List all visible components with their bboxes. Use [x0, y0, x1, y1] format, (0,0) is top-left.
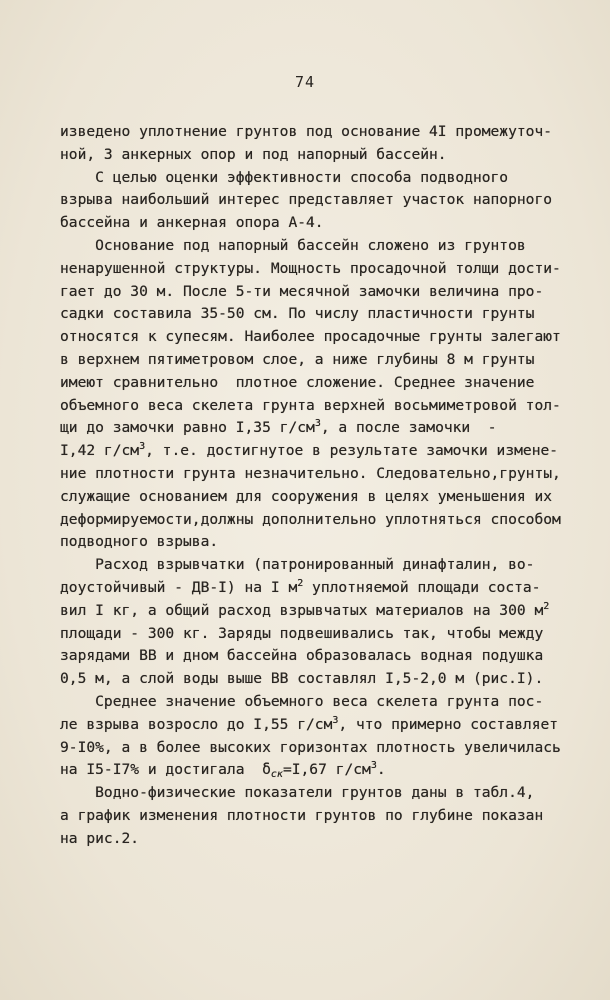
superscript: 2 — [297, 577, 304, 589]
text-line: Основание под напорный бассейн сложено из грунтов — [60, 236, 526, 254]
text-line: на рис.2. — [60, 829, 140, 847]
text-line: подводного взрыва. — [60, 533, 219, 551]
text-line: 9-I0%, а в более высоких горизонтах плотность увеличилась — [60, 738, 561, 756]
text-line: ненарушенной структуры. Мощность просадочной толщи дости- — [60, 259, 561, 277]
superscript: 2 — [543, 600, 550, 612]
text-line: объемного веса скелета грунта верхней восьмиметровой тол- — [60, 396, 561, 414]
subscript: ск — [270, 769, 283, 781]
text-run: уплотняемой площади соста- — [303, 578, 541, 596]
text-run: доустойчивый - ДВ-I) на I м — [60, 578, 298, 596]
text-line — [60, 714, 580, 737]
text-run: . — [376, 761, 386, 779]
text-line: зарядами ВВ и дном бассейна образовалась водная подушка — [60, 647, 544, 665]
text-line: изведено уплотнение грунтов под основание 4I промежуточ- — [60, 123, 553, 140]
text-line: деформируемости,должны дополнительно уплотняться способом — [60, 510, 561, 528]
body-text — [60, 121, 580, 851]
delta-symbol: δ — [262, 761, 271, 779]
text-line: Среднее значение объемного веса скелета грунта пос- — [60, 692, 544, 710]
text-line: бассейна и анкерная опора А-4. — [60, 214, 324, 232]
text-line: имеют сравнительно плотное сложение. Среднее значение — [60, 373, 535, 391]
text-line: садки составила 35-50 см. По числу пластичности грунты — [60, 305, 535, 323]
text-line: относятся к супесям. Наиболее просадочные грунты залегают — [60, 328, 561, 346]
text-line: 0,5 м, а слой воды выше ВВ составлял I,5-2,0 м (рис.I). — [60, 670, 544, 688]
text-line — [60, 440, 580, 463]
text-line: гает до 30 м. После 5-ти месячной замочки величина про- — [60, 282, 544, 300]
text-run: щи до замочки равно I,35 г/см — [60, 419, 315, 437]
superscript: 3 — [314, 418, 321, 430]
text-line: взрыва наибольший интерес представляет участок напорного — [60, 191, 553, 209]
text-line: Расход взрывчатки (патронированный динафталин, во- — [60, 556, 535, 574]
text-line: служащие основанием для сооружения в целях уменьшения их — [60, 487, 553, 505]
text-run: ле взрыва возросло до I,55 г/см — [60, 715, 333, 733]
text-line: Водно-физические показатели грунтов даны в табл.4, — [60, 784, 535, 802]
text-line — [60, 759, 580, 782]
text-line: С целью оценки эффективности способа подводного — [60, 168, 509, 186]
text-line: а график изменения плотности грунтов по глубине показан — [60, 806, 544, 824]
page-number: 74 — [294, 73, 316, 91]
text-run: , т.е. достигнутое в результате замочки измене- — [145, 442, 559, 460]
text-run: вил I кг, а общий расход взрывчатых материалов на 300 м — [60, 601, 544, 619]
text-line: ной, 3 анкерных опор и под напорный бассейн. — [60, 145, 447, 163]
text-line: ние плотности грунта незначительно. Следовательно,грунты, — [60, 464, 561, 482]
superscript: 3 — [332, 714, 339, 726]
text-run: , что примерно составляет — [338, 715, 559, 733]
text-line — [60, 577, 580, 600]
text-run: =I,67 г/см — [282, 761, 371, 779]
text-line — [60, 417, 580, 440]
text-line: в верхнем пятиметровом слое, а ниже глубины 8 м грунты — [60, 350, 535, 368]
text-run: на I5-I7% и достигала — [60, 761, 263, 779]
superscript: 3 — [370, 760, 377, 772]
text-line: площади - 300 кг. Заряды подвешивались так, чтобы между — [60, 624, 544, 642]
superscript: 3 — [139, 441, 146, 453]
text-line — [60, 600, 580, 623]
text-run: I,42 г/см — [60, 442, 140, 460]
text-run: , а после замочки - — [320, 419, 497, 437]
